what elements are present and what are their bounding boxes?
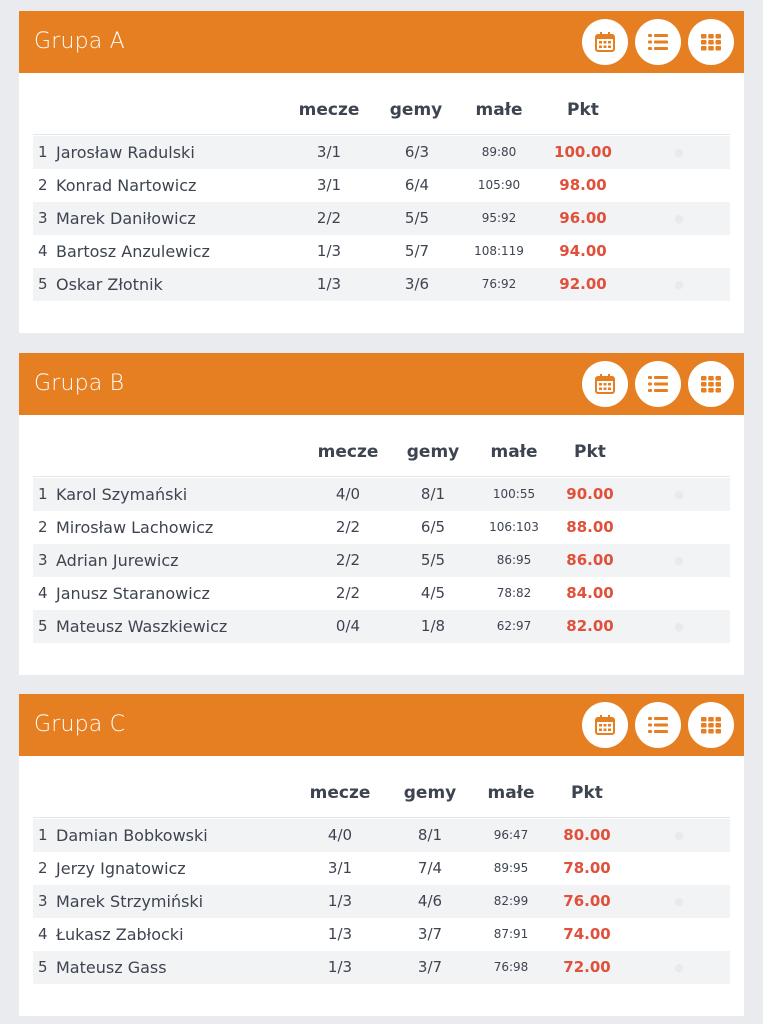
dot-icon: ● <box>674 829 684 842</box>
points: 94.00 <box>559 242 607 260</box>
games: 1/8 <box>420 617 446 635</box>
points: 100.00 <box>554 143 612 161</box>
games: 6/3 <box>404 143 430 161</box>
games: 5/7 <box>404 242 430 260</box>
rank: 4 <box>38 584 48 602</box>
matches: 3/1 <box>316 143 342 161</box>
small-points: 78:82 <box>496 586 532 600</box>
games: 4/6 <box>417 892 443 910</box>
list-button[interactable] <box>635 19 681 65</box>
list-icon <box>647 32 669 52</box>
column-header-points: Pkt <box>574 442 606 462</box>
dot-icon: ● <box>674 212 684 225</box>
table-row[interactable] <box>33 852 730 885</box>
small-points: 106:103 <box>489 520 539 534</box>
matches: 4/0 <box>327 826 353 844</box>
group-header <box>19 694 744 756</box>
rank: 2 <box>38 859 48 877</box>
matches: 1/3 <box>316 275 342 293</box>
column-header-matches: mecze <box>309 783 371 803</box>
table-row[interactable] <box>33 136 730 169</box>
player-name: Janusz Staranowicz <box>56 584 210 603</box>
list-icon <box>647 374 669 394</box>
player-name: Karol Szymański <box>56 485 188 504</box>
rank: 3 <box>38 892 48 910</box>
matches: 2/2 <box>316 209 342 227</box>
small-points: 105:90 <box>477 178 521 192</box>
table-row[interactable] <box>33 235 730 268</box>
matches: 2/2 <box>335 518 361 536</box>
games: 5/5 <box>404 209 430 227</box>
dot-icon: ● <box>674 961 684 974</box>
grid-icon <box>700 715 722 735</box>
games: 5/5 <box>420 551 446 569</box>
points: 72.00 <box>563 958 611 976</box>
table-row[interactable] <box>33 478 730 511</box>
games: 6/4 <box>404 176 430 194</box>
games: 8/1 <box>420 485 446 503</box>
player-name: Marek Daniłowicz <box>56 209 196 228</box>
column-header-small: małe <box>487 783 535 803</box>
points: 98.00 <box>559 176 607 194</box>
grid-button[interactable] <box>688 19 734 65</box>
rank: 5 <box>38 958 48 976</box>
grid-icon <box>700 32 722 52</box>
grid-button[interactable] <box>688 361 734 407</box>
player-name: Adrian Jurewicz <box>56 551 179 570</box>
dot-icon: ● <box>674 488 684 501</box>
dot-icon: ● <box>674 278 684 291</box>
table-row[interactable] <box>33 268 730 301</box>
games: 7/4 <box>417 859 443 877</box>
small-points: 82:99 <box>493 894 529 908</box>
rank: 1 <box>38 143 48 161</box>
matches: 1/3 <box>316 242 342 260</box>
matches: 0/4 <box>335 617 361 635</box>
games: 8/1 <box>417 826 443 844</box>
player-name: Mirosław Lachowicz <box>56 518 214 537</box>
player-name: Mateusz Gass <box>56 958 167 977</box>
list-button[interactable] <box>635 361 681 407</box>
points: 78.00 <box>563 859 611 877</box>
rank: 4 <box>38 925 48 943</box>
small-points: 86:95 <box>496 553 532 567</box>
group-card-c <box>19 694 744 1016</box>
group-header <box>19 353 744 415</box>
matches: 1/3 <box>327 958 353 976</box>
table-row[interactable] <box>33 610 730 643</box>
small-points: 89:80 <box>481 145 517 159</box>
rank: 1 <box>38 826 48 844</box>
table-row[interactable] <box>33 819 730 852</box>
table-row[interactable] <box>33 511 730 544</box>
points: 88.00 <box>566 518 614 536</box>
column-header-games: gemy <box>406 442 460 462</box>
column-header-small: małe <box>490 442 538 462</box>
points: 76.00 <box>563 892 611 910</box>
header-divider <box>33 476 730 477</box>
rank: 5 <box>38 275 48 293</box>
player-name: Łukasz Zabłocki <box>56 925 184 944</box>
dot-icon: ● <box>674 554 684 567</box>
player-name: Bartosz Anzulewicz <box>56 242 210 261</box>
player-name: Jarosław Radulski <box>56 143 195 162</box>
points: 82.00 <box>566 617 614 635</box>
column-header-points: Pkt <box>571 783 603 803</box>
header-divider <box>33 817 730 818</box>
rank: 2 <box>38 518 48 536</box>
table-row[interactable] <box>33 577 730 610</box>
rank: 2 <box>38 176 48 194</box>
column-header-games: gemy <box>389 100 443 120</box>
group-card-b <box>19 353 744 675</box>
points: 90.00 <box>566 485 614 503</box>
points: 84.00 <box>566 584 614 602</box>
points: 92.00 <box>559 275 607 293</box>
small-points: 62:97 <box>496 619 532 633</box>
calendar-button[interactable] <box>582 361 628 407</box>
player-name: Jerzy Ignatowicz <box>56 859 186 878</box>
points: 86.00 <box>566 551 614 569</box>
points: 80.00 <box>563 826 611 844</box>
dot-icon: ● <box>674 146 684 159</box>
rank: 3 <box>38 209 48 227</box>
player-name: Oskar Złotnik <box>56 275 163 294</box>
small-points: 100:55 <box>492 487 536 501</box>
matches: 3/1 <box>327 859 353 877</box>
calendar-icon <box>594 373 616 395</box>
list-button[interactable] <box>635 702 681 748</box>
rank: 3 <box>38 551 48 569</box>
games: 3/6 <box>404 275 430 293</box>
player-name: Mateusz Waszkiewicz <box>56 617 228 636</box>
rank: 5 <box>38 617 48 635</box>
rank: 1 <box>38 485 48 503</box>
small-points: 89:95 <box>493 861 529 875</box>
group-header <box>19 11 744 73</box>
small-points: 96:47 <box>493 828 529 842</box>
matches: 2/2 <box>335 584 361 602</box>
dot-icon: ● <box>674 895 684 908</box>
points: 74.00 <box>563 925 611 943</box>
rank: 4 <box>38 242 48 260</box>
group-title: Grupa A <box>34 29 125 54</box>
column-header-small: małe <box>475 100 523 120</box>
column-header-matches: mecze <box>298 100 360 120</box>
player-name: Damian Bobkowski <box>56 826 208 845</box>
table-row[interactable] <box>33 202 730 235</box>
games: 3/7 <box>417 925 443 943</box>
small-points: 76:98 <box>493 960 529 974</box>
player-name: Konrad Nartowicz <box>56 176 197 195</box>
group-title: Grupa C <box>34 712 126 737</box>
header-divider <box>33 134 730 135</box>
games: 3/7 <box>417 958 443 976</box>
calendar-icon <box>594 714 616 736</box>
small-points: 95:92 <box>481 211 517 225</box>
games: 6/5 <box>420 518 446 536</box>
column-header-games: gemy <box>403 783 457 803</box>
matches: 1/3 <box>327 925 353 943</box>
small-points: 76:92 <box>481 277 517 291</box>
group-title: Grupa B <box>34 371 125 396</box>
list-icon <box>647 715 669 735</box>
table-row[interactable] <box>33 918 730 951</box>
grid-button[interactable] <box>688 702 734 748</box>
matches: 3/1 <box>316 176 342 194</box>
table-row[interactable] <box>33 544 730 577</box>
column-header-points: Pkt <box>567 100 599 120</box>
small-points: 87:91 <box>493 927 529 941</box>
dot-icon: ● <box>674 620 684 633</box>
calendar-button[interactable] <box>582 702 628 748</box>
matches: 4/0 <box>335 485 361 503</box>
group-card-a <box>19 11 744 333</box>
matches: 1/3 <box>327 892 353 910</box>
calendar-button[interactable] <box>582 19 628 65</box>
column-header-matches: mecze <box>317 442 379 462</box>
games: 4/5 <box>420 584 446 602</box>
table-row[interactable] <box>33 169 730 202</box>
player-name: Marek Strzymiński <box>56 892 204 911</box>
table-row[interactable] <box>33 951 730 984</box>
grid-icon <box>700 374 722 394</box>
calendar-icon <box>594 31 616 53</box>
small-points: 108:119 <box>474 244 524 258</box>
points: 96.00 <box>559 209 607 227</box>
matches: 2/2 <box>335 551 361 569</box>
table-row[interactable] <box>33 885 730 918</box>
